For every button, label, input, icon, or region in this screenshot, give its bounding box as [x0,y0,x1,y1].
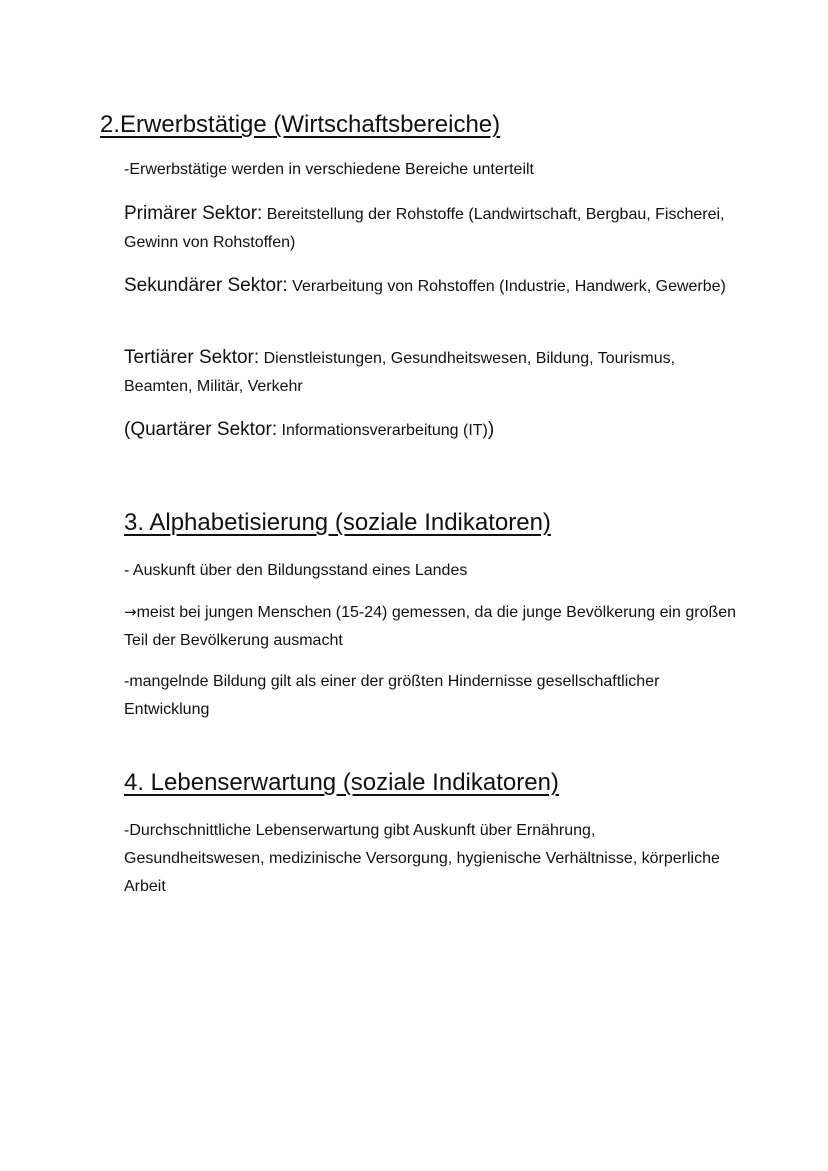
arrow-right-icon: → [124,603,137,621]
sector-description: Verarbeitung von Rohstoffen (Industrie, Handwerk, Gewerbe) [287,278,726,295]
sector-sekundaer [124,272,744,301]
paragraph [124,598,744,655]
paragraph-text: meist bei jungen Menschen (15-24) gemessen, da die junge Bevölkerung ein großen Teil der Bevölkerung ausmacht [124,604,737,649]
sector-description: Informationsverarbeitung (IT) [277,422,488,439]
paragraph: -Durchschnittliche Lebenserwartung gibt Auskunft über Ernährung, Gesundheitswesen, medizinische Versorgung, hygienische Verhältnisse, körperliche Arbeit [124,822,720,895]
sector-name: Sekundärer Sektor: [124,275,288,296]
sector-name: Primärer Sektor: [124,203,263,224]
sector-primaer [124,200,744,257]
section-heading: 2.Erwerbstätige (Wirtschaftsbereiche) [100,111,501,138]
sector-name: Quartärer Sektor: [130,419,278,440]
sector-tertiaer [124,344,744,401]
sector-description: Dienstleistungen, Gesundheitswesen, Bildung, Tourismus, Beamten, Militär, Verkehr [124,350,676,395]
sector-prefix: ( [124,419,131,440]
section-heading: 4. Lebenserwartung (soziale Indikatoren) [124,769,559,796]
sector-quartaer [124,416,744,445]
section-intro: -Erwerbstätige werden in verschiedene Bereiche unterteilt [124,161,534,178]
sector-name: Tertiärer Sektor: [124,347,260,368]
paragraph: -mangelnde Bildung gilt als einer der größten Hindernisse gesellschaftlicher Entwicklung [124,673,660,718]
section-heading: 3. Alphabetisierung (soziale Indikatoren) [124,509,551,536]
sector-suffix: ) [487,419,495,440]
paragraph: - Auskunft über den Bildungsstand eines Landes [124,562,468,579]
sector-description: Bereitstellung der Rohstoffe (Landwirtschaft, Bergbau, Fischerei, Gewinn von Rohstoffen) [124,206,725,251]
